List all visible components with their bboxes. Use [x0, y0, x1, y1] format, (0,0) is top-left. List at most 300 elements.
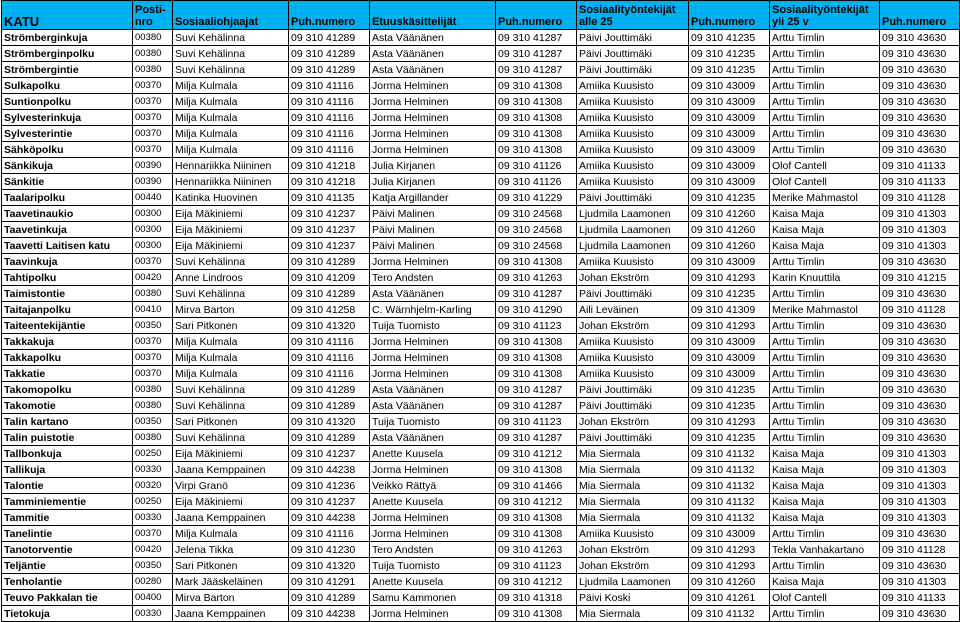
benefit-handler-cell: Jorma Helminen: [370, 606, 496, 622]
social-worker-cell: Suvi Kehälinna: [173, 382, 289, 398]
postal-code-cell: 00320: [133, 478, 173, 494]
caseworker-under-25-cell: Päivi Jouttimäki: [577, 430, 689, 446]
postal-code-cell: 00420: [133, 270, 173, 286]
benefit-handler-phone-cell: 09 310 41308: [496, 510, 577, 526]
caseworker-under-25-phone-cell: 09 310 41235: [689, 190, 770, 206]
benefit-handler-cell: Tuija Tuomisto: [370, 318, 496, 334]
benefit-handler-cell: Jorma Helminen: [370, 462, 496, 478]
street-cell: Tanelintie: [2, 526, 133, 542]
benefit-handler-cell: Anette Kuusela: [370, 574, 496, 590]
benefit-handler-cell: Jorma Helminen: [370, 142, 496, 158]
social-worker-phone-cell: 09 310 41116: [289, 366, 370, 382]
benefit-handler-phone-cell: 09 310 41123: [496, 414, 577, 430]
social-worker-phone-cell: 09 310 41320: [289, 318, 370, 334]
caseworker-under-25-phone-cell: 09 310 41132: [689, 510, 770, 526]
table-row: [2, 30, 960, 46]
social-worker-cell: Eija Mäkiniemi: [173, 222, 289, 238]
postal-code-cell: 00400: [133, 590, 173, 606]
postal-code-cell: 00370: [133, 126, 173, 142]
social-worker-phone-cell: 09 310 41320: [289, 558, 370, 574]
table-row: [2, 174, 960, 190]
caseworker-over-25-phone-cell: 09 310 43630: [880, 142, 960, 158]
postal-code-cell: 00300: [133, 206, 173, 222]
social-worker-cell: Sari Pitkonen: [173, 414, 289, 430]
caseworker-under-25-cell: Mia Siermala: [577, 446, 689, 462]
social-worker-cell: Suvi Kehälinna: [173, 254, 289, 270]
social-worker-phone-cell: 09 310 41237: [289, 238, 370, 254]
caseworker-under-25-phone-cell: 09 310 41260: [689, 206, 770, 222]
caseworker-over-25-cell: Arttu Timlin: [770, 286, 880, 302]
caseworker-over-25-cell: Kaisa Maja: [770, 494, 880, 510]
caseworker-under-25-phone-cell: 09 310 43009: [689, 334, 770, 350]
table-row: [2, 430, 960, 446]
street-cell: Sänkikuja: [2, 158, 133, 174]
caseworker-under-25-cell: Päivi Jouttimäki: [577, 382, 689, 398]
caseworker-under-25-cell: Mia Siermala: [577, 510, 689, 526]
caseworker-under-25-cell: Mia Siermala: [577, 494, 689, 510]
table-row: [2, 590, 960, 606]
benefit-handler-cell: Katja Argillander: [370, 190, 496, 206]
caseworker-under-25-cell: Mia Siermala: [577, 462, 689, 478]
caseworker-over-25-cell: Kaisa Maja: [770, 478, 880, 494]
street-cell: Taalaripolku: [2, 190, 133, 206]
benefit-handler-phone-cell: 09 310 24568: [496, 238, 577, 254]
table-row: [2, 398, 960, 414]
caseworker-over-25-phone-cell: 09 310 41128: [880, 190, 960, 206]
table-row: [2, 414, 960, 430]
social-worker-cell: Milja Kulmala: [173, 334, 289, 350]
caseworker-under-25-phone-cell: 09 310 41293: [689, 270, 770, 286]
social-worker-cell: Eija Mäkiniemi: [173, 446, 289, 462]
postal-code-cell: 00330: [133, 462, 173, 478]
caseworker-under-25-cell: Amiika Kuusisto: [577, 126, 689, 142]
postal-code-cell: 00410: [133, 302, 173, 318]
caseworker-over-25-phone-cell: 09 310 41303: [880, 206, 960, 222]
social-worker-cell: Virpi Granö: [173, 478, 289, 494]
caseworker-under-25-phone-cell: 09 310 41260: [689, 238, 770, 254]
postal-code-cell: 00300: [133, 222, 173, 238]
caseworker-under-25-phone-cell: 09 310 41235: [689, 382, 770, 398]
table-row: [2, 142, 960, 158]
caseworker-under-25-cell: Amiika Kuusisto: [577, 334, 689, 350]
social-worker-phone-cell: 09 310 41289: [289, 286, 370, 302]
benefit-handler-phone-cell: 09 310 41308: [496, 350, 577, 366]
table-row: [2, 222, 960, 238]
caseworker-over-25-cell: Kaisa Maja: [770, 446, 880, 462]
social-worker-cell: Milja Kulmala: [173, 126, 289, 142]
social-worker-cell: Jaana Kemppainen: [173, 606, 289, 622]
caseworker-under-25-cell: Päivi Jouttimäki: [577, 62, 689, 78]
social-worker-phone-cell: 09 310 41289: [289, 382, 370, 398]
social-worker-phone-cell: 09 310 44238: [289, 462, 370, 478]
social-worker-phone-cell: 09 310 41291: [289, 574, 370, 590]
street-cell: Teuvo Pakkalan tie: [2, 590, 133, 606]
table-row: [2, 302, 960, 318]
benefit-handler-phone-cell: 09 310 41308: [496, 366, 577, 382]
social-worker-phone-cell: 09 310 41289: [289, 398, 370, 414]
caseworker-under-25-cell: Amiika Kuusisto: [577, 366, 689, 382]
social-worker-phone-cell: 09 310 41116: [289, 142, 370, 158]
benefit-handler-phone-cell: 09 310 41287: [496, 382, 577, 398]
header-sosiaalityontekijat-alle-25: Sosiaalityöntekijät alle 25: [577, 1, 689, 30]
caseworker-over-25-cell: Arttu Timlin: [770, 430, 880, 446]
street-cell: Tallikuja: [2, 462, 133, 478]
header-puh-3: Puh.numero: [689, 1, 770, 30]
social-worker-phone-cell: 09 310 41289: [289, 254, 370, 270]
caseworker-over-25-phone-cell: 09 310 41303: [880, 238, 960, 254]
street-cell: Tietokuja: [2, 606, 133, 622]
benefit-handler-phone-cell: 09 310 41263: [496, 542, 577, 558]
caseworker-under-25-cell: Mia Siermala: [577, 606, 689, 622]
social-worker-phone-cell: 09 310 41237: [289, 494, 370, 510]
social-worker-phone-cell: 09 310 41116: [289, 126, 370, 142]
postal-code-cell: 00380: [133, 382, 173, 398]
social-worker-phone-cell: 09 310 41116: [289, 334, 370, 350]
caseworker-over-25-phone-cell: 09 310 41303: [880, 574, 960, 590]
caseworker-over-25-cell: Merike Mahmastol: [770, 190, 880, 206]
caseworker-over-25-cell: Karin Knuuttila: [770, 270, 880, 286]
street-cell: Taimistontie: [2, 286, 133, 302]
benefit-handler-phone-cell: 09 310 41263: [496, 270, 577, 286]
social-worker-cell: Sari Pitkonen: [173, 318, 289, 334]
benefit-handler-phone-cell: 09 310 41126: [496, 158, 577, 174]
table-row: [2, 446, 960, 462]
social-worker-cell: Eija Mäkiniemi: [173, 238, 289, 254]
caseworker-under-25-cell: Johan Ekström: [577, 414, 689, 430]
caseworker-over-25-cell: Arttu Timlin: [770, 318, 880, 334]
social-worker-phone-cell: 09 310 41237: [289, 206, 370, 222]
benefit-handler-cell: Jorma Helminen: [370, 126, 496, 142]
postal-code-cell: 00390: [133, 158, 173, 174]
table-row: [2, 318, 960, 334]
table-body: [2, 30, 960, 622]
social-worker-cell: Eija Mäkiniemi: [173, 494, 289, 510]
benefit-handler-cell: Asta Väänänen: [370, 382, 496, 398]
social-worker-phone-cell: 09 310 41289: [289, 30, 370, 46]
benefit-handler-cell: Anette Kuusela: [370, 446, 496, 462]
street-cell: Takomopolku: [2, 382, 133, 398]
caseworker-under-25-phone-cell: 09 310 41235: [689, 30, 770, 46]
caseworker-over-25-phone-cell: 09 310 41215: [880, 270, 960, 286]
caseworker-over-25-phone-cell: 09 310 43630: [880, 526, 960, 542]
table-row: [2, 62, 960, 78]
table-row: [2, 94, 960, 110]
social-worker-cell: Suvi Kehälinna: [173, 30, 289, 46]
caseworker-under-25-cell: Johan Ekström: [577, 542, 689, 558]
street-cell: Takkakuja: [2, 334, 133, 350]
caseworker-under-25-cell: Amiika Kuusisto: [577, 350, 689, 366]
caseworker-over-25-phone-cell: 09 310 41128: [880, 542, 960, 558]
caseworker-under-25-phone-cell: 09 310 43009: [689, 110, 770, 126]
social-worker-phone-cell: 09 310 41135: [289, 190, 370, 206]
caseworker-over-25-cell: Arttu Timlin: [770, 606, 880, 622]
postal-code-cell: 00330: [133, 606, 173, 622]
street-cell: Takkapolku: [2, 350, 133, 366]
social-worker-cell: Eija Mäkiniemi: [173, 206, 289, 222]
postal-code-cell: 00380: [133, 30, 173, 46]
caseworker-under-25-cell: Päivi Jouttimäki: [577, 190, 689, 206]
caseworker-over-25-phone-cell: 09 310 41133: [880, 174, 960, 190]
caseworker-under-25-cell: Amiika Kuusisto: [577, 526, 689, 542]
social-worker-cell: Suvi Kehälinna: [173, 286, 289, 302]
benefit-handler-cell: Päivi Malinen: [370, 222, 496, 238]
social-worker-cell: Milja Kulmala: [173, 110, 289, 126]
benefit-handler-phone-cell: 09 310 41308: [496, 78, 577, 94]
postal-code-cell: 00350: [133, 558, 173, 574]
social-worker-cell: Suvi Kehälinna: [173, 46, 289, 62]
benefit-handler-cell: Tero Andsten: [370, 270, 496, 286]
social-worker-phone-cell: 09 310 41289: [289, 430, 370, 446]
table-row: [2, 542, 960, 558]
caseworker-under-25-phone-cell: 09 310 43009: [689, 366, 770, 382]
header-postinro: Posti- nro: [133, 1, 173, 30]
caseworker-under-25-phone-cell: 09 310 43009: [689, 174, 770, 190]
caseworker-over-25-cell: Arttu Timlin: [770, 366, 880, 382]
table-row: [2, 350, 960, 366]
street-cell: Sylvesterintie: [2, 126, 133, 142]
table-row: [2, 46, 960, 62]
benefit-handler-phone-cell: 09 310 41123: [496, 318, 577, 334]
social-worker-cell: Milja Kulmala: [173, 78, 289, 94]
caseworker-over-25-phone-cell: 09 310 43630: [880, 558, 960, 574]
caseworker-under-25-cell: Päivi Jouttimäki: [577, 398, 689, 414]
postal-code-cell: 00370: [133, 254, 173, 270]
benefit-handler-phone-cell: 09 310 41308: [496, 126, 577, 142]
benefit-handler-cell: Jorma Helminen: [370, 366, 496, 382]
caseworker-over-25-phone-cell: 09 310 43630: [880, 414, 960, 430]
benefit-handler-cell: Julia Kirjanen: [370, 158, 496, 174]
table-row: [2, 78, 960, 94]
caseworker-over-25-phone-cell: 09 310 43630: [880, 286, 960, 302]
caseworker-over-25-cell: Olof Cantell: [770, 158, 880, 174]
postal-code-cell: 00370: [133, 334, 173, 350]
social-worker-phone-cell: 09 310 41289: [289, 590, 370, 606]
street-cell: Teljäntie: [2, 558, 133, 574]
caseworker-under-25-phone-cell: 09 310 43009: [689, 526, 770, 542]
social-worker-phone-cell: 09 310 41289: [289, 46, 370, 62]
social-worker-cell: Mark Jääskeläinen: [173, 574, 289, 590]
caseworker-under-25-cell: Johan Ekström: [577, 558, 689, 574]
caseworker-over-25-phone-cell: 09 310 41133: [880, 158, 960, 174]
caseworker-under-25-cell: Amiika Kuusisto: [577, 158, 689, 174]
table-row: [2, 366, 960, 382]
caseworker-under-25-phone-cell: 09 310 41293: [689, 558, 770, 574]
social-worker-cell: Milja Kulmala: [173, 142, 289, 158]
caseworker-over-25-cell: Arttu Timlin: [770, 414, 880, 430]
caseworker-over-25-cell: Kaisa Maja: [770, 510, 880, 526]
street-cell: Taavinkuja: [2, 254, 133, 270]
benefit-handler-phone-cell: 09 310 41287: [496, 30, 577, 46]
caseworker-over-25-phone-cell: 09 310 41303: [880, 510, 960, 526]
caseworker-over-25-phone-cell: 09 310 41303: [880, 462, 960, 478]
street-cell: Tallbonkuja: [2, 446, 133, 462]
benefit-handler-phone-cell: 09 310 41308: [496, 110, 577, 126]
caseworker-over-25-cell: Arttu Timlin: [770, 94, 880, 110]
caseworker-under-25-phone-cell: 09 310 43009: [689, 78, 770, 94]
postal-code-cell: 00370: [133, 94, 173, 110]
postal-code-cell: 00300: [133, 238, 173, 254]
social-worker-cell: Mirva Barton: [173, 302, 289, 318]
street-cell: Tenholantie: [2, 574, 133, 590]
caseworker-under-25-phone-cell: 09 310 43009: [689, 94, 770, 110]
caseworker-under-25-cell: Amiika Kuusisto: [577, 254, 689, 270]
benefit-handler-cell: Julia Kirjanen: [370, 174, 496, 190]
benefit-handler-cell: Päivi Malinen: [370, 206, 496, 222]
benefit-handler-cell: Anette Kuusela: [370, 494, 496, 510]
table-row: [2, 110, 960, 126]
caseworker-under-25-cell: Amiika Kuusisto: [577, 142, 689, 158]
benefit-handler-phone-cell: 09 310 41466: [496, 478, 577, 494]
social-worker-cell: Hennariikka Niininen: [173, 174, 289, 190]
benefit-handler-cell: Jorma Helminen: [370, 110, 496, 126]
caseworker-over-25-cell: Kaisa Maja: [770, 574, 880, 590]
benefit-handler-phone-cell: 09 310 24568: [496, 206, 577, 222]
benefit-handler-cell: C. Wärnhjelm-Karling: [370, 302, 496, 318]
street-cell: Strömbergintie: [2, 62, 133, 78]
caseworker-over-25-phone-cell: 09 310 41303: [880, 222, 960, 238]
benefit-handler-phone-cell: 09 310 41308: [496, 94, 577, 110]
postal-code-cell: 00330: [133, 510, 173, 526]
street-cell: Strömberginpolku: [2, 46, 133, 62]
street-cell: Strömberginkuja: [2, 30, 133, 46]
social-worker-phone-cell: 09 310 41116: [289, 78, 370, 94]
postal-code-cell: 00250: [133, 494, 173, 510]
street-cell: Takkatie: [2, 366, 133, 382]
postal-code-cell: 00350: [133, 318, 173, 334]
caseworker-over-25-cell: Arttu Timlin: [770, 350, 880, 366]
caseworker-under-25-cell: Amiika Kuusisto: [577, 110, 689, 126]
benefit-handler-phone-cell: 09 310 41212: [496, 446, 577, 462]
caseworker-under-25-cell: Amiika Kuusisto: [577, 78, 689, 94]
caseworker-under-25-phone-cell: 09 310 43009: [689, 350, 770, 366]
postal-code-cell: 00370: [133, 526, 173, 542]
caseworker-under-25-phone-cell: 09 310 41309: [689, 302, 770, 318]
caseworker-over-25-cell: Kaisa Maja: [770, 462, 880, 478]
caseworker-over-25-cell: Arttu Timlin: [770, 526, 880, 542]
benefit-handler-cell: Jorma Helminen: [370, 510, 496, 526]
postal-code-cell: 00370: [133, 142, 173, 158]
benefit-handler-phone-cell: 09 310 41287: [496, 398, 577, 414]
caseworker-over-25-phone-cell: 09 310 43630: [880, 398, 960, 414]
caseworker-over-25-phone-cell: 09 310 43630: [880, 126, 960, 142]
caseworker-under-25-cell: Johan Ekström: [577, 270, 689, 286]
social-worker-cell: Milja Kulmala: [173, 350, 289, 366]
street-cell: Sulkapolku: [2, 78, 133, 94]
header-row: [2, 1, 960, 30]
postal-code-cell: 00370: [133, 350, 173, 366]
benefit-handler-cell: Jorma Helminen: [370, 334, 496, 350]
street-cell: Taitajanpolku: [2, 302, 133, 318]
table-row: [2, 270, 960, 286]
caseworker-over-25-phone-cell: 09 310 43630: [880, 62, 960, 78]
caseworker-under-25-phone-cell: 09 310 43009: [689, 158, 770, 174]
caseworker-over-25-phone-cell: 09 310 43630: [880, 606, 960, 622]
social-worker-cell: Milja Kulmala: [173, 366, 289, 382]
header-puh-4: Puh.numero: [880, 1, 960, 30]
caseworker-under-25-phone-cell: 09 310 41261: [689, 590, 770, 606]
table-row: [2, 478, 960, 494]
benefit-handler-cell: Tuija Tuomisto: [370, 414, 496, 430]
postal-code-cell: 00380: [133, 62, 173, 78]
caseworker-under-25-phone-cell: 09 310 41293: [689, 318, 770, 334]
caseworker-over-25-phone-cell: 09 310 43630: [880, 94, 960, 110]
caseworker-under-25-phone-cell: 09 310 41260: [689, 574, 770, 590]
street-cell: Talin kartano: [2, 414, 133, 430]
header-sosiaalityontekijat-yli-25: Sosiaalityöntekijät yli 25 v: [770, 1, 880, 30]
caseworker-over-25-cell: Arttu Timlin: [770, 110, 880, 126]
social-worker-cell: Suvi Kehälinna: [173, 398, 289, 414]
table-row: [2, 382, 960, 398]
benefit-handler-phone-cell: 09 310 41287: [496, 430, 577, 446]
social-worker-phone-cell: 09 310 41116: [289, 350, 370, 366]
social-worker-cell: Milja Kulmala: [173, 526, 289, 542]
postal-code-cell: 00380: [133, 430, 173, 446]
street-cell: Taiteentekijäntie: [2, 318, 133, 334]
social-worker-phone-cell: 09 310 41209: [289, 270, 370, 286]
benefit-handler-phone-cell: 09 310 24568: [496, 222, 577, 238]
caseworker-under-25-cell: Päivi Jouttimäki: [577, 46, 689, 62]
table-row: [2, 190, 960, 206]
social-worker-phone-cell: 09 310 41218: [289, 174, 370, 190]
benefit-handler-phone-cell: 09 310 41308: [496, 462, 577, 478]
benefit-handler-phone-cell: 09 310 41212: [496, 494, 577, 510]
benefit-handler-cell: Asta Väänänen: [370, 46, 496, 62]
benefit-handler-cell: Asta Väänänen: [370, 430, 496, 446]
postal-code-cell: 00280: [133, 574, 173, 590]
caseworker-under-25-phone-cell: 09 310 41293: [689, 542, 770, 558]
benefit-handler-phone-cell: 09 310 41229: [496, 190, 577, 206]
caseworker-over-25-phone-cell: 09 310 41303: [880, 494, 960, 510]
caseworker-over-25-phone-cell: 09 310 43630: [880, 46, 960, 62]
street-cell: Taavetti Laitisen katu: [2, 238, 133, 254]
caseworker-under-25-phone-cell: 09 310 41293: [689, 414, 770, 430]
benefit-handler-phone-cell: 09 310 41212: [496, 574, 577, 590]
caseworker-over-25-phone-cell: 09 310 43630: [880, 110, 960, 126]
social-worker-cell: Sari Pitkonen: [173, 558, 289, 574]
header-puh-2: Puh.numero: [496, 1, 577, 30]
caseworker-under-25-phone-cell: 09 310 43009: [689, 126, 770, 142]
social-worker-phone-cell: 09 310 41289: [289, 62, 370, 78]
table-row: [2, 526, 960, 542]
caseworker-over-25-phone-cell: 09 310 43630: [880, 254, 960, 270]
street-cell: Suntionpolku: [2, 94, 133, 110]
social-worker-phone-cell: 09 310 41116: [289, 94, 370, 110]
benefit-handler-cell: Tero Andsten: [370, 542, 496, 558]
table-header: [2, 1, 960, 30]
street-cell: Sähköpolku: [2, 142, 133, 158]
street-cell: Tamminiementie: [2, 494, 133, 510]
benefit-handler-cell: Asta Väänänen: [370, 286, 496, 302]
caseworker-under-25-cell: Ljudmila Laamonen: [577, 238, 689, 254]
benefit-handler-cell: Jorma Helminen: [370, 254, 496, 270]
postal-code-cell: 00420: [133, 542, 173, 558]
street-cell: Takomotie: [2, 398, 133, 414]
postal-code-cell: 00350: [133, 414, 173, 430]
postal-code-cell: 00380: [133, 398, 173, 414]
street-cell: Tammitie: [2, 510, 133, 526]
caseworker-under-25-phone-cell: 09 310 41260: [689, 222, 770, 238]
social-worker-phone-cell: 09 310 41237: [289, 222, 370, 238]
benefit-handler-cell: Asta Väänänen: [370, 62, 496, 78]
social-worker-cell: Jelena Tikka: [173, 542, 289, 558]
social-worker-phone-cell: 09 310 44238: [289, 606, 370, 622]
caseworker-over-25-cell: Merike Mahmastol: [770, 302, 880, 318]
postal-code-cell: 00380: [133, 46, 173, 62]
street-cell: Talontie: [2, 478, 133, 494]
benefit-handler-cell: Tuija Tuomisto: [370, 558, 496, 574]
social-worker-cell: Katinka Huovinen: [173, 190, 289, 206]
caseworker-under-25-phone-cell: 09 310 41132: [689, 606, 770, 622]
